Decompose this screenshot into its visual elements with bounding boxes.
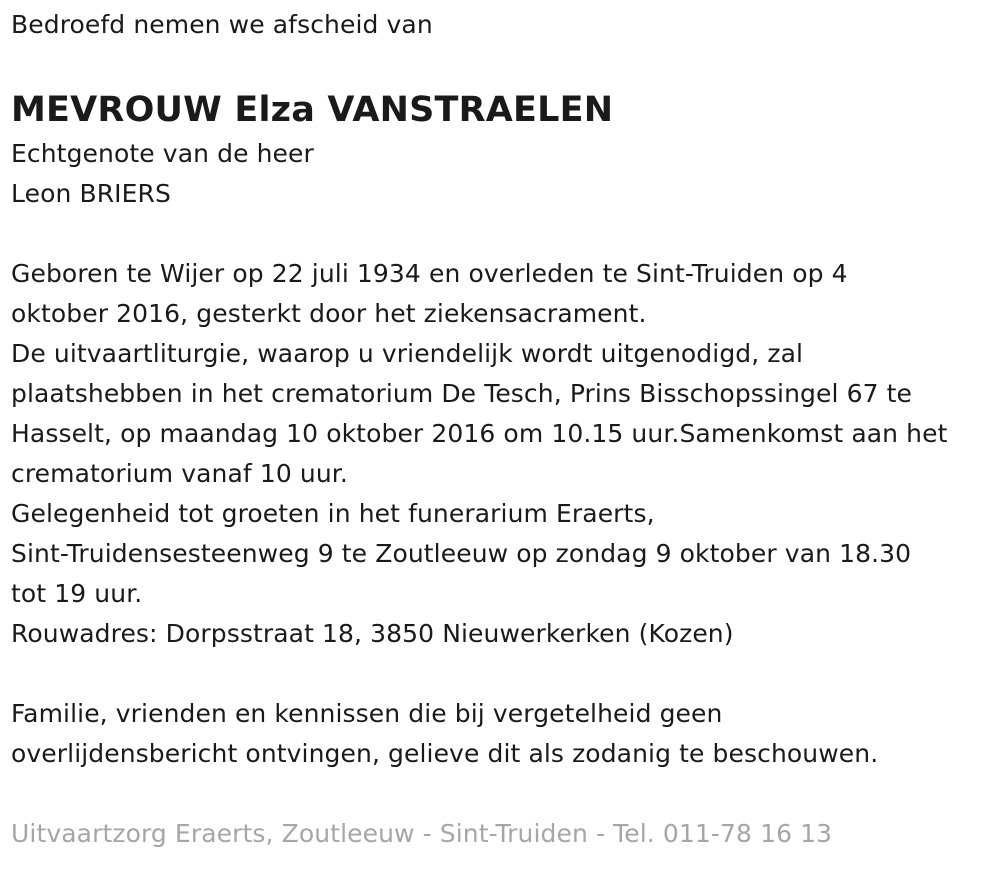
deceased-name: MEVROUW Elza VANSTRAELEN: [11, 90, 614, 130]
death-notice: [11, 0, 996, 854]
closing-line: Familie, vrienden en kennissen die bij vergetelheid geen: [11, 699, 723, 728]
body-line: Sint-Truidensesteenweg 9 te Zoutleeuw op zondag 9 oktober van 18.30: [11, 539, 912, 568]
intro-text: Bedroefd nemen we afscheid van: [11, 10, 433, 39]
relation-block: [11, 134, 996, 214]
body-line: crematorium vanaf 10 uur.: [11, 459, 348, 488]
body-line: De uitvaartliturgie, waarop u vriendelijk wordt uitgenodigd, zal: [11, 339, 804, 368]
body-line: plaatshebben in het crematorium De Tesch, Prins Bisschopssingel 67 te: [11, 379, 913, 408]
funeral-home-footer: Uitvaartzorg Eraerts, Zoutleeuw - Sint-Truiden - Tel. 011-78 16 13: [11, 819, 833, 848]
spouse-name: Leon BRIERS: [11, 179, 171, 208]
relation-line: Echtgenote van de heer: [11, 139, 314, 168]
body-line: Gelegenheid tot groeten in het funerarium Eraerts,: [11, 499, 655, 528]
notice-body: [11, 254, 996, 654]
body-line: oktober 2016, gesterkt door het ziekensacrament.: [11, 299, 647, 328]
body-line: tot 19 uur.: [11, 579, 143, 608]
body-line: Hasselt, op maandag 10 oktober 2016 om 10.15 uur.Samenkomst aan het: [11, 419, 948, 448]
body-line: Geboren te Wijer op 22 juli 1934 en overleden te Sint-Truiden op 4: [11, 259, 848, 288]
closing-line: overlijdensbericht ontvingen, gelieve dit als zodanig te beschouwen.: [11, 739, 879, 768]
closing-note: [11, 694, 996, 774]
mourning-address: Rouwadres: Dorpsstraat 18, 3850 Nieuwerkerken (Kozen): [11, 619, 734, 648]
